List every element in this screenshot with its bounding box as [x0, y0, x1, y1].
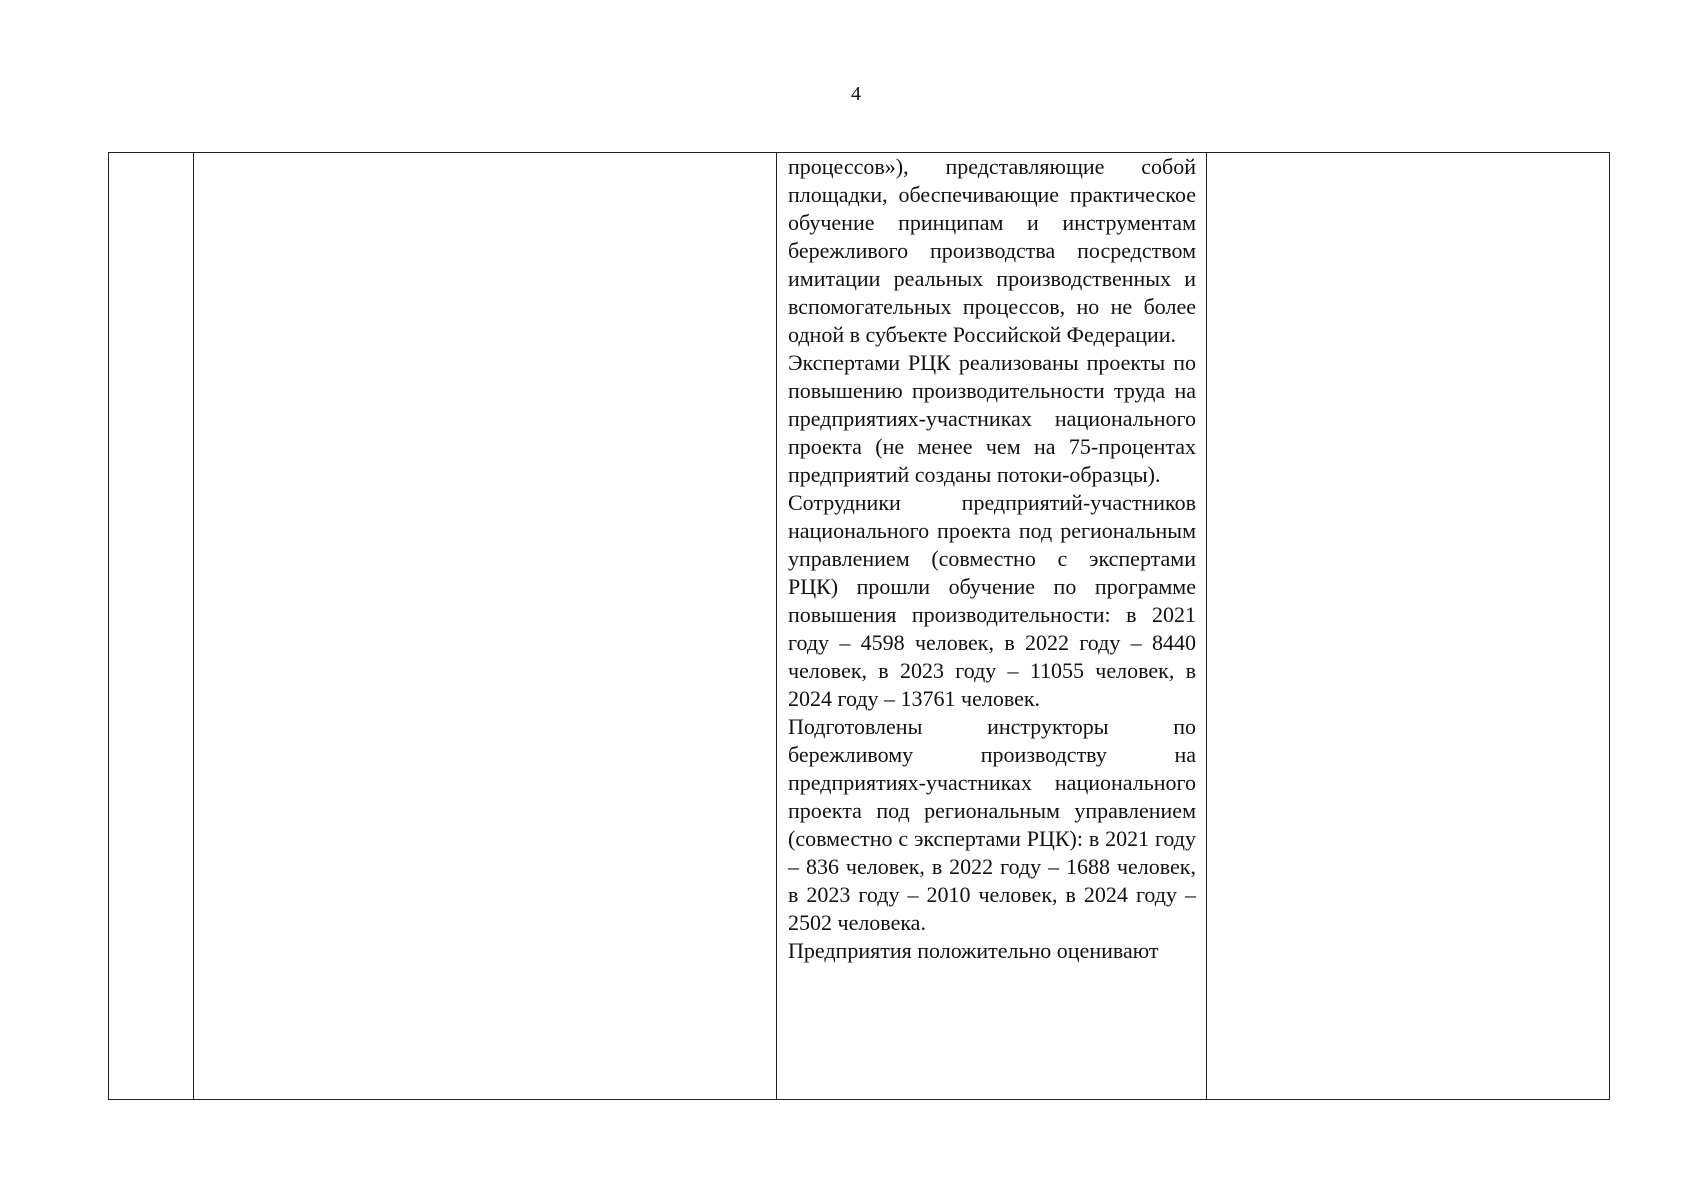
- results-paragraph-1: процессов»), представляющие собой площадки, обеспечивающие практическое обучение принципам и инструментам бережливого производства посредством имитации реальных производственных и вспомогательных процессов, но не более одной в субъекте Российской Федерации.: [788, 154, 1196, 347]
- page-number: 4: [851, 83, 861, 105]
- results-paragraph-5: Предприятия положительно оценивают: [788, 938, 1159, 963]
- results-paragraph-3: Сотрудники предприятий-участников национального проекта под региональным управлением (совместно с экспертами РЦК) прошли обучение по программе повышения производительности: в 2021 году – 4598 человек, в 2022 году – 8440 человек, в 2023 году – 11055 человек, в 2024 году – 13761 человек.: [788, 490, 1196, 711]
- table-cell-notes: [1207, 153, 1609, 1099]
- results-text: [788, 153, 1196, 965]
- table-cell-results: [777, 153, 1207, 1099]
- results-paragraph-4: Подготовлены инструкторы по бережливому производству на предприятиях-участниках национального проекта под региональным управлением (совместно с экспертами РЦК): в 2021 году – 836 человек, в 2022 году – 1688 человек, в 2023 году – 2010 человек, в 2024 году – 2502 человека.: [788, 714, 1196, 935]
- document-table: [108, 152, 1610, 1100]
- results-paragraph-2: Экспертами РЦК реализованы проекты по повышению производительности труда на предприятиях-участниках национального проекта (не менее чем на 75-процентах предприятий созданы потоки-образцы).: [788, 350, 1196, 487]
- table-cell-number: [109, 153, 194, 1099]
- table-cell-measure: [194, 153, 777, 1099]
